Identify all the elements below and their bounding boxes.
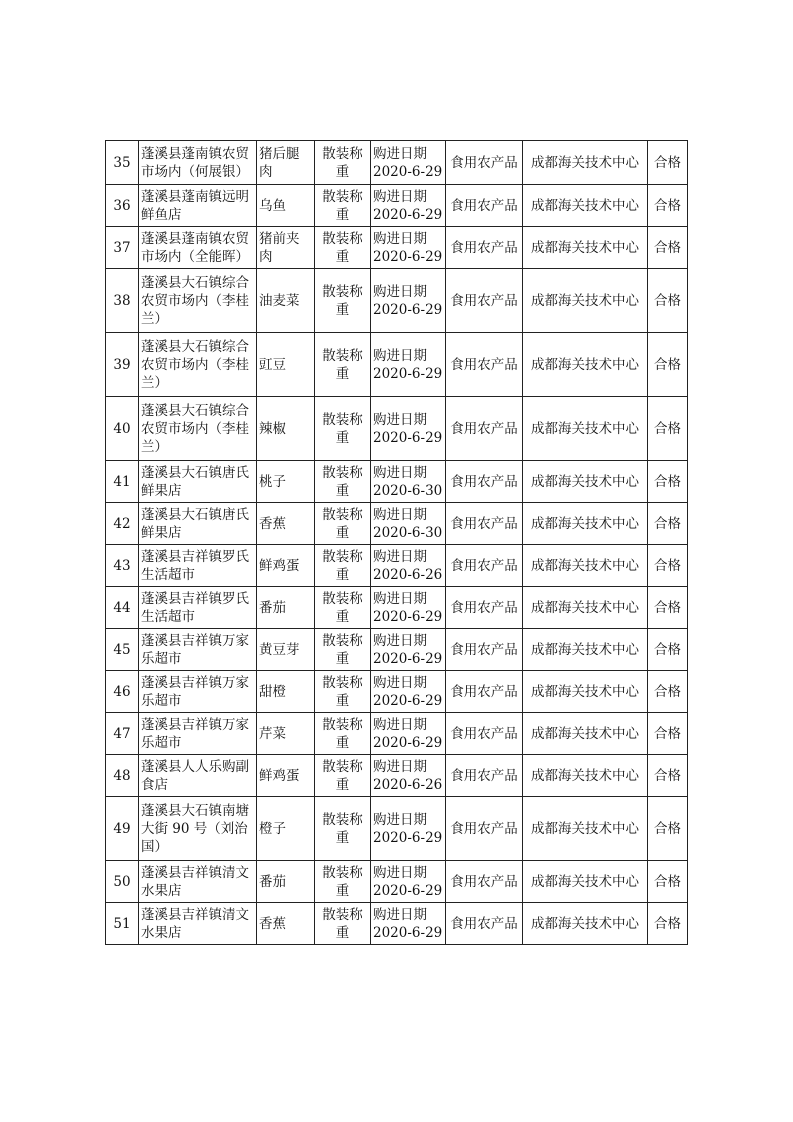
package-spec-cell	[315, 333, 371, 397]
vendor-name-cell	[139, 903, 257, 945]
package-spec-cell-line: 重	[335, 776, 350, 793]
table-row	[106, 545, 688, 587]
table-row	[106, 755, 688, 797]
purchase-date-cell-line: 2020-6-29	[373, 206, 443, 223]
vendor-name-cell-line: 蓬溪县大石镇唐氏	[141, 464, 249, 481]
package-spec-cell	[315, 903, 371, 945]
purchase-date-cell-line: 购进日期	[373, 347, 427, 364]
table-row	[106, 227, 688, 269]
result-cell: 合格	[648, 503, 688, 545]
vendor-name-cell-line: 蓬溪县吉祥镇万家	[141, 716, 249, 733]
table-row	[106, 397, 688, 461]
sample-name-cell-line: 辣椒	[259, 420, 286, 437]
purchase-date-cell	[371, 269, 446, 333]
package-spec-cell-line: 重	[335, 248, 350, 265]
sample-name-cell-line: 油麦菜	[259, 292, 300, 309]
testing-agency-cell: 成都海关技术中心	[523, 587, 648, 629]
vendor-name-cell-line: 乐超市	[141, 734, 182, 751]
vendor-name-cell-line: 农贸市场内（李桂	[141, 420, 249, 437]
table-row	[106, 185, 688, 227]
package-spec-cell-line: 重	[335, 882, 350, 899]
vendor-name-cell-line: 鲜果店	[141, 482, 182, 499]
vendor-name-cell	[139, 503, 257, 545]
purchase-date-cell-line: 2020-6-29	[373, 734, 443, 751]
purchase-date-cell	[371, 545, 446, 587]
result-cell: 合格	[648, 333, 688, 397]
package-spec-cell	[315, 461, 371, 503]
vendor-name-cell-line: 蓬溪县吉祥镇万家	[141, 632, 249, 649]
package-spec-cell-line: 重	[335, 524, 350, 541]
purchase-date-cell-line: 购进日期	[373, 758, 427, 775]
food-category-cell: 食用农产品	[446, 461, 523, 503]
testing-agency-cell: 成都海关技术中心	[523, 671, 648, 713]
purchase-date-cell-line: 购进日期	[373, 145, 427, 162]
vendor-name-cell-line: 水果店	[141, 882, 182, 899]
sample-name-cell-line: 桃子	[259, 473, 286, 490]
package-spec-cell-line: 散装称	[322, 590, 363, 607]
purchase-date-cell-line: 2020-6-29	[373, 650, 443, 667]
row-number-cell: 36	[106, 185, 139, 227]
vendor-name-cell-line: 蓬溪县人人乐购副	[141, 758, 249, 775]
vendor-name-cell-line: 蓬溪县大石镇唐氏	[141, 506, 249, 523]
purchase-date-cell-line: 购进日期	[373, 283, 427, 300]
package-spec-cell-line: 散装称	[322, 283, 363, 300]
result-cell: 合格	[648, 227, 688, 269]
purchase-date-cell-line: 2020-6-29	[373, 365, 443, 382]
purchase-date-cell-line: 2020-6-29	[373, 924, 443, 941]
purchase-date-cell-line: 购进日期	[373, 864, 427, 881]
vendor-name-cell-line: 食店	[141, 776, 168, 793]
package-spec-cell-line: 重	[335, 206, 350, 223]
purchase-date-cell-line: 2020-6-30	[373, 482, 443, 499]
sample-name-cell	[257, 227, 315, 269]
sample-name-cell	[257, 269, 315, 333]
table-row	[106, 461, 688, 503]
food-category-cell: 食用农产品	[446, 545, 523, 587]
vendor-name-cell-line: 蓬溪县大石镇综合	[141, 274, 249, 291]
package-spec-cell	[315, 141, 371, 185]
vendor-name-cell-line: 生活超市	[141, 608, 195, 625]
sample-name-cell-line: 番茄	[259, 599, 286, 616]
sample-name-cell-line: 豇豆	[259, 356, 286, 373]
vendor-name-cell-line: 市场内（全能晖）	[141, 248, 249, 265]
sample-name-cell-line: 黄豆芽	[259, 641, 300, 658]
package-spec-cell	[315, 755, 371, 797]
vendor-name-cell	[139, 671, 257, 713]
package-spec-cell-line: 散装称	[322, 758, 363, 775]
vendor-name-cell-line: 乐超市	[141, 650, 182, 667]
food-category-cell: 食用农产品	[446, 185, 523, 227]
package-spec-cell-line: 散装称	[322, 230, 363, 247]
vendor-name-cell-line: 鲜果店	[141, 524, 182, 541]
food-category-cell: 食用农产品	[446, 227, 523, 269]
purchase-date-cell-line: 2020-6-26	[373, 776, 443, 793]
vendor-name-cell-line: 蓬溪县吉祥镇罗氏	[141, 548, 249, 565]
package-spec-cell	[315, 503, 371, 545]
sample-name-cell-line: 肉	[259, 163, 273, 180]
result-cell: 合格	[648, 269, 688, 333]
result-cell: 合格	[648, 545, 688, 587]
result-cell: 合格	[648, 141, 688, 185]
package-spec-cell-line: 散装称	[322, 674, 363, 691]
sample-name-cell	[257, 629, 315, 671]
food-category-cell: 食用农产品	[446, 629, 523, 671]
vendor-name-cell-line: 农贸市场内（李桂	[141, 356, 249, 373]
row-number-cell: 35	[106, 141, 139, 185]
food-category-cell: 食用农产品	[446, 861, 523, 903]
vendor-name-cell-line: 蓬溪县吉祥镇万家	[141, 674, 249, 691]
sample-name-cell-line: 番茄	[259, 873, 286, 890]
vendor-name-cell	[139, 545, 257, 587]
sample-name-cell	[257, 797, 315, 861]
testing-agency-cell: 成都海关技术中心	[523, 397, 648, 461]
purchase-date-cell	[371, 797, 446, 861]
sample-name-cell	[257, 333, 315, 397]
vendor-name-cell	[139, 227, 257, 269]
vendor-name-cell	[139, 461, 257, 503]
vendor-name-cell	[139, 269, 257, 333]
purchase-date-cell	[371, 755, 446, 797]
purchase-date-cell	[371, 185, 446, 227]
vendor-name-cell-line: 生活超市	[141, 566, 195, 583]
package-spec-cell-line: 散装称	[322, 188, 363, 205]
testing-agency-cell: 成都海关技术中心	[523, 227, 648, 269]
vendor-name-cell-line: 蓬溪县吉祥镇清文	[141, 864, 249, 881]
sample-name-cell	[257, 503, 315, 545]
package-spec-cell	[315, 587, 371, 629]
vendor-name-cell-line: 乐超市	[141, 692, 182, 709]
package-spec-cell-line: 散装称	[322, 411, 363, 428]
vendor-name-cell-line: 兰）	[141, 438, 168, 455]
row-number-cell: 46	[106, 671, 139, 713]
table-row	[106, 141, 688, 185]
package-spec-cell-line: 散装称	[322, 811, 363, 828]
row-number-cell: 49	[106, 797, 139, 861]
sample-name-cell-line: 芹菜	[259, 725, 286, 742]
testing-agency-cell: 成都海关技术中心	[523, 461, 648, 503]
package-spec-cell-line: 重	[335, 692, 350, 709]
row-number-cell: 48	[106, 755, 139, 797]
package-spec-cell-line: 重	[335, 829, 350, 846]
purchase-date-cell-line: 购进日期	[373, 906, 427, 923]
row-number-cell: 47	[106, 713, 139, 755]
purchase-date-cell-line: 2020-6-30	[373, 524, 443, 541]
package-spec-cell-line: 散装称	[322, 464, 363, 481]
food-category-cell: 食用农产品	[446, 671, 523, 713]
sample-name-cell-line: 甜橙	[259, 683, 286, 700]
row-number-cell: 41	[106, 461, 139, 503]
sample-name-cell	[257, 545, 315, 587]
vendor-name-cell-line: 蓬溪县蓬南镇农贸	[141, 145, 249, 162]
package-spec-cell-line: 重	[335, 163, 350, 180]
table-row	[106, 671, 688, 713]
sample-name-cell-line: 乌鱼	[259, 197, 286, 214]
row-number-cell: 37	[106, 227, 139, 269]
table-row	[106, 269, 688, 333]
package-spec-cell-line: 散装称	[322, 864, 363, 881]
package-spec-cell-line: 重	[335, 482, 350, 499]
sample-name-cell-line: 肉	[259, 248, 273, 265]
testing-agency-cell: 成都海关技术中心	[523, 503, 648, 545]
row-number-cell: 38	[106, 269, 139, 333]
sample-name-cell	[257, 713, 315, 755]
vendor-name-cell	[139, 587, 257, 629]
purchase-date-cell	[371, 141, 446, 185]
vendor-name-cell-line: 蓬溪县吉祥镇清文	[141, 906, 249, 923]
table-row	[106, 797, 688, 861]
purchase-date-cell-line: 2020-6-29	[373, 829, 443, 846]
purchase-date-cell-line: 购进日期	[373, 230, 427, 247]
sample-name-cell-line: 猪后腿	[259, 145, 300, 162]
food-category-cell: 食用农产品	[446, 141, 523, 185]
food-category-cell: 食用农产品	[446, 755, 523, 797]
purchase-date-cell-line: 购进日期	[373, 506, 427, 523]
vendor-name-cell	[139, 185, 257, 227]
row-number-cell: 43	[106, 545, 139, 587]
food-category-cell: 食用农产品	[446, 269, 523, 333]
purchase-date-cell-line: 2020-6-29	[373, 248, 443, 265]
result-cell: 合格	[648, 797, 688, 861]
row-number-cell: 42	[106, 503, 139, 545]
result-cell: 合格	[648, 587, 688, 629]
vendor-name-cell-line: 大街 90 号（刘治	[141, 820, 248, 837]
result-cell: 合格	[648, 861, 688, 903]
package-spec-cell	[315, 861, 371, 903]
purchase-date-cell	[371, 461, 446, 503]
vendor-name-cell-line: 蓬溪县蓬南镇远明	[141, 188, 249, 205]
package-spec-cell	[315, 671, 371, 713]
vendor-name-cell-line: 蓬溪县大石镇综合	[141, 402, 249, 419]
purchase-date-cell-line: 2020-6-29	[373, 301, 443, 318]
sample-name-cell	[257, 397, 315, 461]
purchase-date-cell-line: 购进日期	[373, 411, 427, 428]
food-category-cell: 食用农产品	[446, 713, 523, 755]
vendor-name-cell-line: 国）	[141, 838, 168, 855]
food-category-cell: 食用农产品	[446, 397, 523, 461]
package-spec-cell-line: 散装称	[322, 548, 363, 565]
testing-agency-cell: 成都海关技术中心	[523, 333, 648, 397]
result-cell: 合格	[648, 755, 688, 797]
sample-name-cell-line: 猪前夹	[259, 230, 300, 247]
table-row	[106, 333, 688, 397]
package-spec-cell-line: 散装称	[322, 906, 363, 923]
package-spec-cell-line: 重	[335, 734, 350, 751]
vendor-name-cell-line: 水果店	[141, 924, 182, 941]
sample-name-cell-line: 鲜鸡蛋	[259, 557, 300, 574]
package-spec-cell-line: 散装称	[322, 347, 363, 364]
package-spec-cell-line: 散装称	[322, 506, 363, 523]
purchase-date-cell	[371, 713, 446, 755]
result-cell: 合格	[648, 903, 688, 945]
package-spec-cell-line: 重	[335, 566, 350, 583]
table-row	[106, 903, 688, 945]
row-number-cell: 45	[106, 629, 139, 671]
result-cell: 合格	[648, 671, 688, 713]
package-spec-cell	[315, 227, 371, 269]
package-spec-cell	[315, 713, 371, 755]
vendor-name-cell-line: 蓬溪县吉祥镇罗氏	[141, 590, 249, 607]
sample-name-cell	[257, 671, 315, 713]
vendor-name-cell	[139, 861, 257, 903]
vendor-name-cell-line: 农贸市场内（李桂	[141, 292, 249, 309]
result-cell: 合格	[648, 461, 688, 503]
testing-agency-cell: 成都海关技术中心	[523, 269, 648, 333]
purchase-date-cell-line: 购进日期	[373, 188, 427, 205]
package-spec-cell-line: 重	[335, 301, 350, 318]
testing-agency-cell: 成都海关技术中心	[523, 629, 648, 671]
testing-agency-cell: 成都海关技术中心	[523, 713, 648, 755]
package-spec-cell-line: 重	[335, 365, 350, 382]
purchase-date-cell-line: 购进日期	[373, 716, 427, 733]
vendor-name-cell-line: 兰）	[141, 310, 168, 327]
result-cell: 合格	[648, 713, 688, 755]
row-number-cell: 51	[106, 903, 139, 945]
table-row	[106, 629, 688, 671]
package-spec-cell-line: 散装称	[322, 632, 363, 649]
vendor-name-cell	[139, 713, 257, 755]
food-category-cell: 食用农产品	[446, 587, 523, 629]
package-spec-cell-line: 重	[335, 608, 350, 625]
sample-name-cell-line: 鲜鸡蛋	[259, 767, 300, 784]
vendor-name-cell	[139, 141, 257, 185]
testing-agency-cell: 成都海关技术中心	[523, 755, 648, 797]
sample-name-cell	[257, 755, 315, 797]
purchase-date-cell-line: 购进日期	[373, 632, 427, 649]
purchase-date-cell	[371, 227, 446, 269]
vendor-name-cell	[139, 797, 257, 861]
sample-name-cell-line: 橙子	[259, 820, 286, 837]
sample-name-cell	[257, 141, 315, 185]
package-spec-cell	[315, 629, 371, 671]
purchase-date-cell	[371, 333, 446, 397]
purchase-date-cell	[371, 903, 446, 945]
purchase-date-cell	[371, 587, 446, 629]
vendor-name-cell-line: 鲜鱼店	[141, 206, 182, 223]
row-number-cell: 40	[106, 397, 139, 461]
row-number-cell: 44	[106, 587, 139, 629]
package-spec-cell	[315, 185, 371, 227]
package-spec-cell-line: 重	[335, 924, 350, 941]
testing-agency-cell: 成都海关技术中心	[523, 861, 648, 903]
purchase-date-cell-line: 购进日期	[373, 811, 427, 828]
purchase-date-cell-line: 购进日期	[373, 590, 427, 607]
food-category-cell: 食用农产品	[446, 903, 523, 945]
table-row	[106, 503, 688, 545]
result-cell: 合格	[648, 185, 688, 227]
vendor-name-cell-line: 市场内（何展银）	[141, 163, 249, 180]
testing-agency-cell: 成都海关技术中心	[523, 797, 648, 861]
purchase-date-cell	[371, 671, 446, 713]
testing-agency-cell: 成都海关技术中心	[523, 185, 648, 227]
table-row	[106, 861, 688, 903]
vendor-name-cell	[139, 629, 257, 671]
inspection-results-table	[105, 140, 688, 945]
purchase-date-cell-line: 购进日期	[373, 548, 427, 565]
row-number-cell: 39	[106, 333, 139, 397]
purchase-date-cell	[371, 861, 446, 903]
result-cell: 合格	[648, 629, 688, 671]
vendor-name-cell-line: 兰）	[141, 374, 168, 391]
vendor-name-cell	[139, 755, 257, 797]
package-spec-cell-line: 散装称	[322, 716, 363, 733]
vendor-name-cell-line: 蓬溪县大石镇综合	[141, 338, 249, 355]
table-row	[106, 587, 688, 629]
testing-agency-cell: 成都海关技术中心	[523, 903, 648, 945]
package-spec-cell-line: 重	[335, 650, 350, 667]
package-spec-cell	[315, 545, 371, 587]
purchase-date-cell-line: 2020-6-26	[373, 566, 443, 583]
purchase-date-cell-line: 购进日期	[373, 674, 427, 691]
purchase-date-cell-line: 2020-6-29	[373, 163, 443, 180]
result-cell: 合格	[648, 397, 688, 461]
sample-name-cell	[257, 461, 315, 503]
sample-name-cell	[257, 587, 315, 629]
testing-agency-cell: 成都海关技术中心	[523, 545, 648, 587]
purchase-date-cell	[371, 503, 446, 545]
purchase-date-cell-line: 购进日期	[373, 464, 427, 481]
vendor-name-cell-line: 蓬溪县蓬南镇农贸	[141, 230, 249, 247]
purchase-date-cell-line: 2020-6-29	[373, 692, 443, 709]
package-spec-cell-line: 重	[335, 429, 350, 446]
package-spec-cell	[315, 397, 371, 461]
purchase-date-cell	[371, 629, 446, 671]
sample-name-cell	[257, 903, 315, 945]
purchase-date-cell-line: 2020-6-29	[373, 882, 443, 899]
food-category-cell: 食用农产品	[446, 333, 523, 397]
vendor-name-cell-line: 蓬溪县大石镇南塘	[141, 802, 249, 819]
sample-name-cell	[257, 861, 315, 903]
purchase-date-cell-line: 2020-6-29	[373, 429, 443, 446]
purchase-date-cell-line: 2020-6-29	[373, 608, 443, 625]
package-spec-cell	[315, 269, 371, 333]
purchase-date-cell	[371, 397, 446, 461]
food-category-cell: 食用农产品	[446, 503, 523, 545]
table-row	[106, 713, 688, 755]
testing-agency-cell: 成都海关技术中心	[523, 141, 648, 185]
sample-name-cell-line: 香蕉	[259, 515, 286, 532]
row-number-cell: 50	[106, 861, 139, 903]
food-category-cell: 食用农产品	[446, 797, 523, 861]
package-spec-cell-line: 散装称	[322, 145, 363, 162]
vendor-name-cell	[139, 397, 257, 461]
package-spec-cell	[315, 797, 371, 861]
sample-name-cell-line: 香蕉	[259, 915, 286, 932]
vendor-name-cell	[139, 333, 257, 397]
sample-name-cell	[257, 185, 315, 227]
